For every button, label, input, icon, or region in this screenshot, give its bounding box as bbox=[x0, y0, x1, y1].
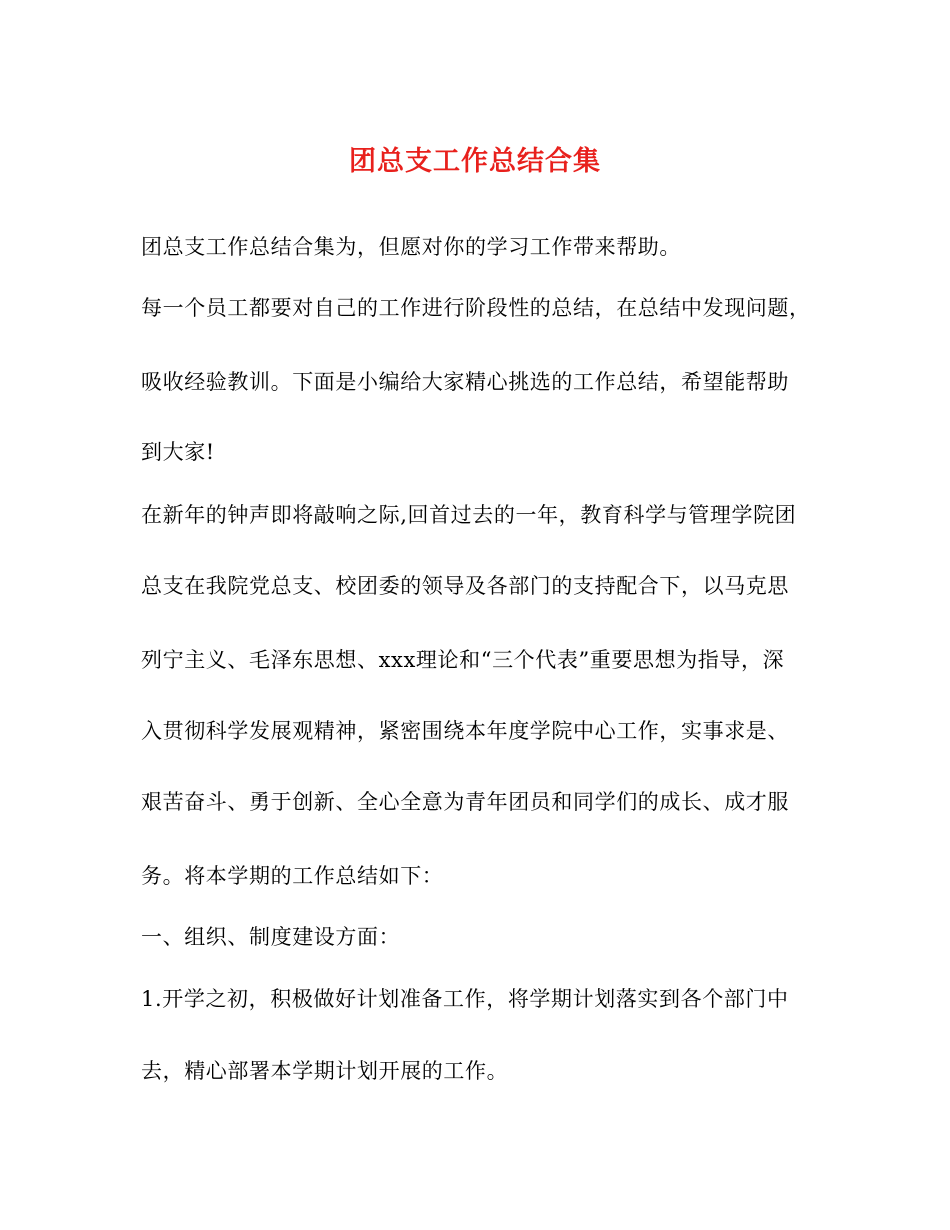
text-line-2: 每一个员工都要对自己的工作进行阶段性的总结，在总结中发现问题， bbox=[141, 296, 811, 320]
text-line-10: 务。将本学期的工作总结如下： bbox=[141, 864, 444, 888]
text-line-11: 一、组织、制度建设方面： bbox=[141, 925, 401, 949]
text-line-13: 去，精心部署本学期计划开展的工作。 bbox=[141, 1059, 509, 1083]
document-title: 团总支工作总结合集 bbox=[349, 146, 601, 177]
text-line-9: 艰苦奋斗、勇于创新、全心全意为青年团员和同学们的成长、成才服 bbox=[141, 790, 789, 814]
text-line-3: 吸收经验教训。下面是小编给大家精心挑选的工作总结，希望能帮助 bbox=[141, 370, 789, 394]
text-line-12: 1.开学之初，积极做好计划准备工作，将学期计划落实到各个部门中 bbox=[141, 987, 789, 1011]
text-line-4: 到大家! bbox=[141, 440, 215, 464]
text-line-8: 入贯彻科学发展观精神，紧密围绕本年度学院中心工作，实事求是、 bbox=[141, 719, 789, 743]
text-line-6: 总支在我院党总支、校团委的领导及各部门的支持配合下，以马克思 bbox=[141, 574, 789, 598]
text-line-1: 团总支工作总结合集为，但愿对你的学习工作带来帮助。 bbox=[141, 235, 681, 259]
text-line-7: 列宁主义、毛泽东思想、xxx理论和“三个代表”重要思想为指导，深 bbox=[141, 648, 785, 672]
text-line-5: 在新年的钟声即将敲响之际,回首过去的一年，教育科学与管理学院团 bbox=[141, 503, 797, 527]
